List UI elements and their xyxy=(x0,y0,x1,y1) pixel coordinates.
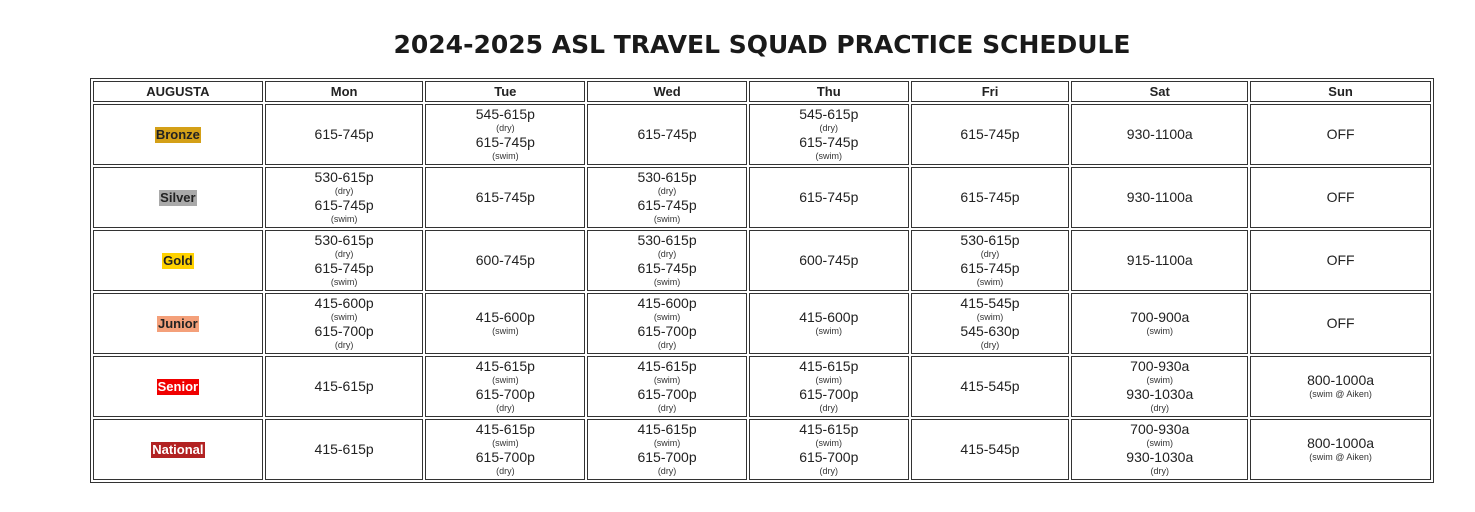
schedule-row-gold xyxy=(93,230,1431,291)
practice-note: (swim) xyxy=(1146,374,1173,385)
practice-cell-sat xyxy=(1071,104,1248,165)
practice-time: 530-615p xyxy=(314,168,374,185)
practice-note: (swim) xyxy=(815,150,843,161)
practice-note: (swim) xyxy=(492,325,519,336)
practice-time: 545-615p xyxy=(799,105,859,122)
practice-note: (swim) xyxy=(330,276,358,287)
squad-cell xyxy=(93,356,263,417)
practice-cell-thu xyxy=(749,230,909,291)
practice-time: 615-745p xyxy=(314,259,374,276)
practice-time: 415-545p xyxy=(960,294,1020,311)
header-day-wed: Wed xyxy=(587,81,747,102)
squad-label-bronze: Bronze xyxy=(155,127,200,142)
practice-note: (dry) xyxy=(657,248,677,259)
practice-time: 545-630p xyxy=(960,322,1020,339)
practice-cell-fri xyxy=(911,293,1070,354)
practice-note: (swim) xyxy=(330,311,358,322)
practice-note: (swim) xyxy=(492,437,519,448)
practice-note: (swim @ Aiken) xyxy=(1309,388,1372,399)
practice-time: OFF xyxy=(1326,315,1355,331)
practice-schedule-table xyxy=(90,78,1434,483)
practice-time: 700-900a xyxy=(1130,308,1190,325)
practice-time: 415-600p xyxy=(799,308,859,325)
practice-note: (swim) xyxy=(653,374,681,385)
practice-cell-wed xyxy=(587,293,747,354)
practice-note: (swim) xyxy=(1146,325,1173,336)
practice-time: 415-615p xyxy=(799,357,859,374)
practice-cell-sun xyxy=(1250,230,1431,291)
practice-time: 600-745p xyxy=(475,252,535,268)
practice-note: (dry) xyxy=(819,402,839,413)
squad-label-silver: Silver xyxy=(160,190,196,205)
practice-time: OFF xyxy=(1326,126,1355,142)
practice-cell-wed xyxy=(587,230,747,291)
squad-cell xyxy=(93,230,263,291)
practice-time: 930-1030a xyxy=(1126,448,1194,465)
practice-time: 415-545p xyxy=(960,378,1020,394)
practice-note: (dry) xyxy=(1150,465,1169,476)
practice-note: (swim) xyxy=(492,150,519,161)
practice-cell-mon xyxy=(265,104,424,165)
practice-time: 600-745p xyxy=(799,252,859,268)
practice-time: 545-615p xyxy=(475,105,535,122)
practice-note: (swim) xyxy=(1146,437,1173,448)
header-day-tue: Tue xyxy=(425,81,585,102)
practice-time: 615-700p xyxy=(637,322,697,339)
practice-cell-sat xyxy=(1071,230,1248,291)
practice-note: (dry) xyxy=(496,465,515,476)
practice-time: 615-745p xyxy=(637,196,697,213)
header-location: AUGUSTA xyxy=(93,81,263,102)
practice-note: (dry) xyxy=(334,185,354,196)
practice-time: 530-615p xyxy=(637,168,697,185)
practice-time: 615-745p xyxy=(475,189,535,205)
page-title: 2024-2025 ASL TRAVEL SQUAD PRACTICE SCHEDULE xyxy=(393,30,1131,59)
practice-time: 615-700p xyxy=(475,385,535,402)
practice-cell-fri xyxy=(911,230,1070,291)
practice-note: (dry) xyxy=(819,122,839,133)
practice-cell-sat xyxy=(1071,356,1248,417)
practice-note: (swim) xyxy=(976,276,1004,287)
squad-label-gold: Gold xyxy=(163,253,193,268)
practice-cell-wed xyxy=(587,419,747,480)
practice-time: 615-700p xyxy=(637,448,697,465)
squad-label-senior: Senior xyxy=(157,379,199,394)
squad-cell xyxy=(93,293,263,354)
practice-cell-sun xyxy=(1250,356,1431,417)
practice-note: (dry) xyxy=(1150,402,1169,413)
practice-time: 700-930a xyxy=(1130,357,1190,374)
practice-time: 415-615p xyxy=(475,357,535,374)
practice-note: (dry) xyxy=(657,465,677,476)
practice-cell-thu xyxy=(749,167,909,228)
practice-time: 615-745p xyxy=(637,126,697,142)
practice-note: (dry) xyxy=(657,185,677,196)
practice-note: (swim) xyxy=(653,213,681,224)
squad-cell xyxy=(93,104,263,165)
practice-note: (dry) xyxy=(334,248,354,259)
practice-cell-tue xyxy=(425,167,585,228)
practice-cell-thu xyxy=(749,356,909,417)
practice-cell-mon xyxy=(265,293,424,354)
practice-time: 415-615p xyxy=(799,420,859,437)
practice-cell-fri xyxy=(911,104,1070,165)
schedule-row-junior xyxy=(93,293,1431,354)
practice-time: 915-1100a xyxy=(1126,252,1193,268)
practice-note: (swim) xyxy=(653,276,681,287)
practice-time: 615-745p xyxy=(799,189,859,205)
practice-cell-mon xyxy=(265,230,424,291)
practice-time: 615-745p xyxy=(960,259,1020,276)
practice-note: (dry) xyxy=(496,402,515,413)
practice-time: 615-700p xyxy=(314,322,374,339)
practice-time: 615-745p xyxy=(960,189,1020,205)
header-day-sun: Sun xyxy=(1250,81,1431,102)
practice-cell-sat xyxy=(1071,419,1248,480)
practice-note: (dry) xyxy=(819,465,839,476)
practice-time: 615-745p xyxy=(799,133,859,150)
header-row xyxy=(93,81,1431,102)
practice-note: (dry) xyxy=(980,339,1000,350)
practice-time: 800-1000a xyxy=(1307,434,1375,451)
practice-time: 530-615p xyxy=(314,231,374,248)
squad-label-national: National xyxy=(152,442,204,457)
practice-time: 615-745p xyxy=(475,133,535,150)
practice-time: 800-1000a xyxy=(1307,371,1375,388)
header-day-sat: Sat xyxy=(1071,81,1248,102)
practice-note: (dry) xyxy=(657,339,677,350)
practice-note: (dry) xyxy=(657,402,677,413)
practice-cell-sun xyxy=(1250,104,1431,165)
practice-note: (dry) xyxy=(496,122,515,133)
practice-cell-wed xyxy=(587,356,747,417)
practice-cell-sat xyxy=(1071,167,1248,228)
practice-time: 615-745p xyxy=(314,196,374,213)
practice-note: (dry) xyxy=(334,339,354,350)
practice-cell-sun xyxy=(1250,419,1431,480)
practice-time: 415-615p xyxy=(637,420,697,437)
practice-time: 615-700p xyxy=(637,385,697,402)
practice-cell-tue xyxy=(425,230,585,291)
practice-time: 415-615p xyxy=(314,441,374,457)
practice-note: (swim) xyxy=(492,374,519,385)
practice-note: (swim) xyxy=(653,437,681,448)
schedule-body xyxy=(93,104,1431,480)
practice-time: 415-600p xyxy=(475,308,535,325)
practice-note: (swim) xyxy=(653,311,681,322)
practice-time: 700-930a xyxy=(1130,420,1190,437)
practice-time: 415-615p xyxy=(314,378,374,394)
practice-cell-mon xyxy=(265,167,424,228)
practice-time: 615-745p xyxy=(314,126,374,142)
squad-label-junior: Junior xyxy=(158,316,198,331)
practice-cell-wed xyxy=(587,167,747,228)
practice-time: OFF xyxy=(1326,189,1355,205)
practice-cell-mon xyxy=(265,419,424,480)
practice-time: 930-1100a xyxy=(1126,126,1193,142)
practice-time: OFF xyxy=(1326,252,1355,268)
practice-note: (swim) xyxy=(815,374,843,385)
practice-cell-tue xyxy=(425,356,585,417)
header-day-thu: Thu xyxy=(749,81,909,102)
practice-cell-fri xyxy=(911,356,1070,417)
schedule-row-bronze xyxy=(93,104,1431,165)
practice-cell-sun xyxy=(1250,167,1431,228)
schedule-row-senior xyxy=(93,356,1431,417)
practice-time: 930-1100a xyxy=(1126,189,1193,205)
practice-cell-tue xyxy=(425,419,585,480)
practice-time: 415-545p xyxy=(960,441,1020,457)
practice-time: 615-745p xyxy=(637,259,697,276)
practice-time: 930-1030a xyxy=(1126,385,1194,402)
practice-time: 415-600p xyxy=(314,294,374,311)
practice-note: (swim @ Aiken) xyxy=(1309,451,1372,462)
practice-cell-fri xyxy=(911,419,1070,480)
practice-time: 615-700p xyxy=(475,448,535,465)
practice-note: (swim) xyxy=(815,325,843,336)
practice-cell-thu xyxy=(749,293,909,354)
practice-note: (swim) xyxy=(330,213,358,224)
practice-cell-tue xyxy=(425,293,585,354)
practice-time: 415-600p xyxy=(637,294,697,311)
practice-cell-fri xyxy=(911,167,1070,228)
practice-note: (swim) xyxy=(815,437,843,448)
practice-time: 415-615p xyxy=(637,357,697,374)
practice-time: 415-615p xyxy=(475,420,535,437)
practice-cell-sat xyxy=(1071,293,1248,354)
squad-cell xyxy=(93,167,263,228)
practice-cell-thu xyxy=(749,104,909,165)
practice-cell-tue xyxy=(425,104,585,165)
schedule-row-national xyxy=(93,419,1431,480)
practice-time: 530-615p xyxy=(960,231,1020,248)
practice-time: 615-745p xyxy=(960,126,1020,142)
practice-time: 615-700p xyxy=(799,385,859,402)
squad-cell xyxy=(93,419,263,480)
header-day-fri: Fri xyxy=(911,81,1070,102)
practice-time: 615-700p xyxy=(799,448,859,465)
practice-note: (swim) xyxy=(976,311,1004,322)
practice-time: 530-615p xyxy=(637,231,697,248)
schedule-row-silver xyxy=(93,167,1431,228)
practice-cell-sun xyxy=(1250,293,1431,354)
practice-note: (dry) xyxy=(980,248,1000,259)
practice-cell-mon xyxy=(265,356,424,417)
practice-cell-wed xyxy=(587,104,747,165)
practice-cell-thu xyxy=(749,419,909,480)
header-day-mon: Mon xyxy=(265,81,424,102)
